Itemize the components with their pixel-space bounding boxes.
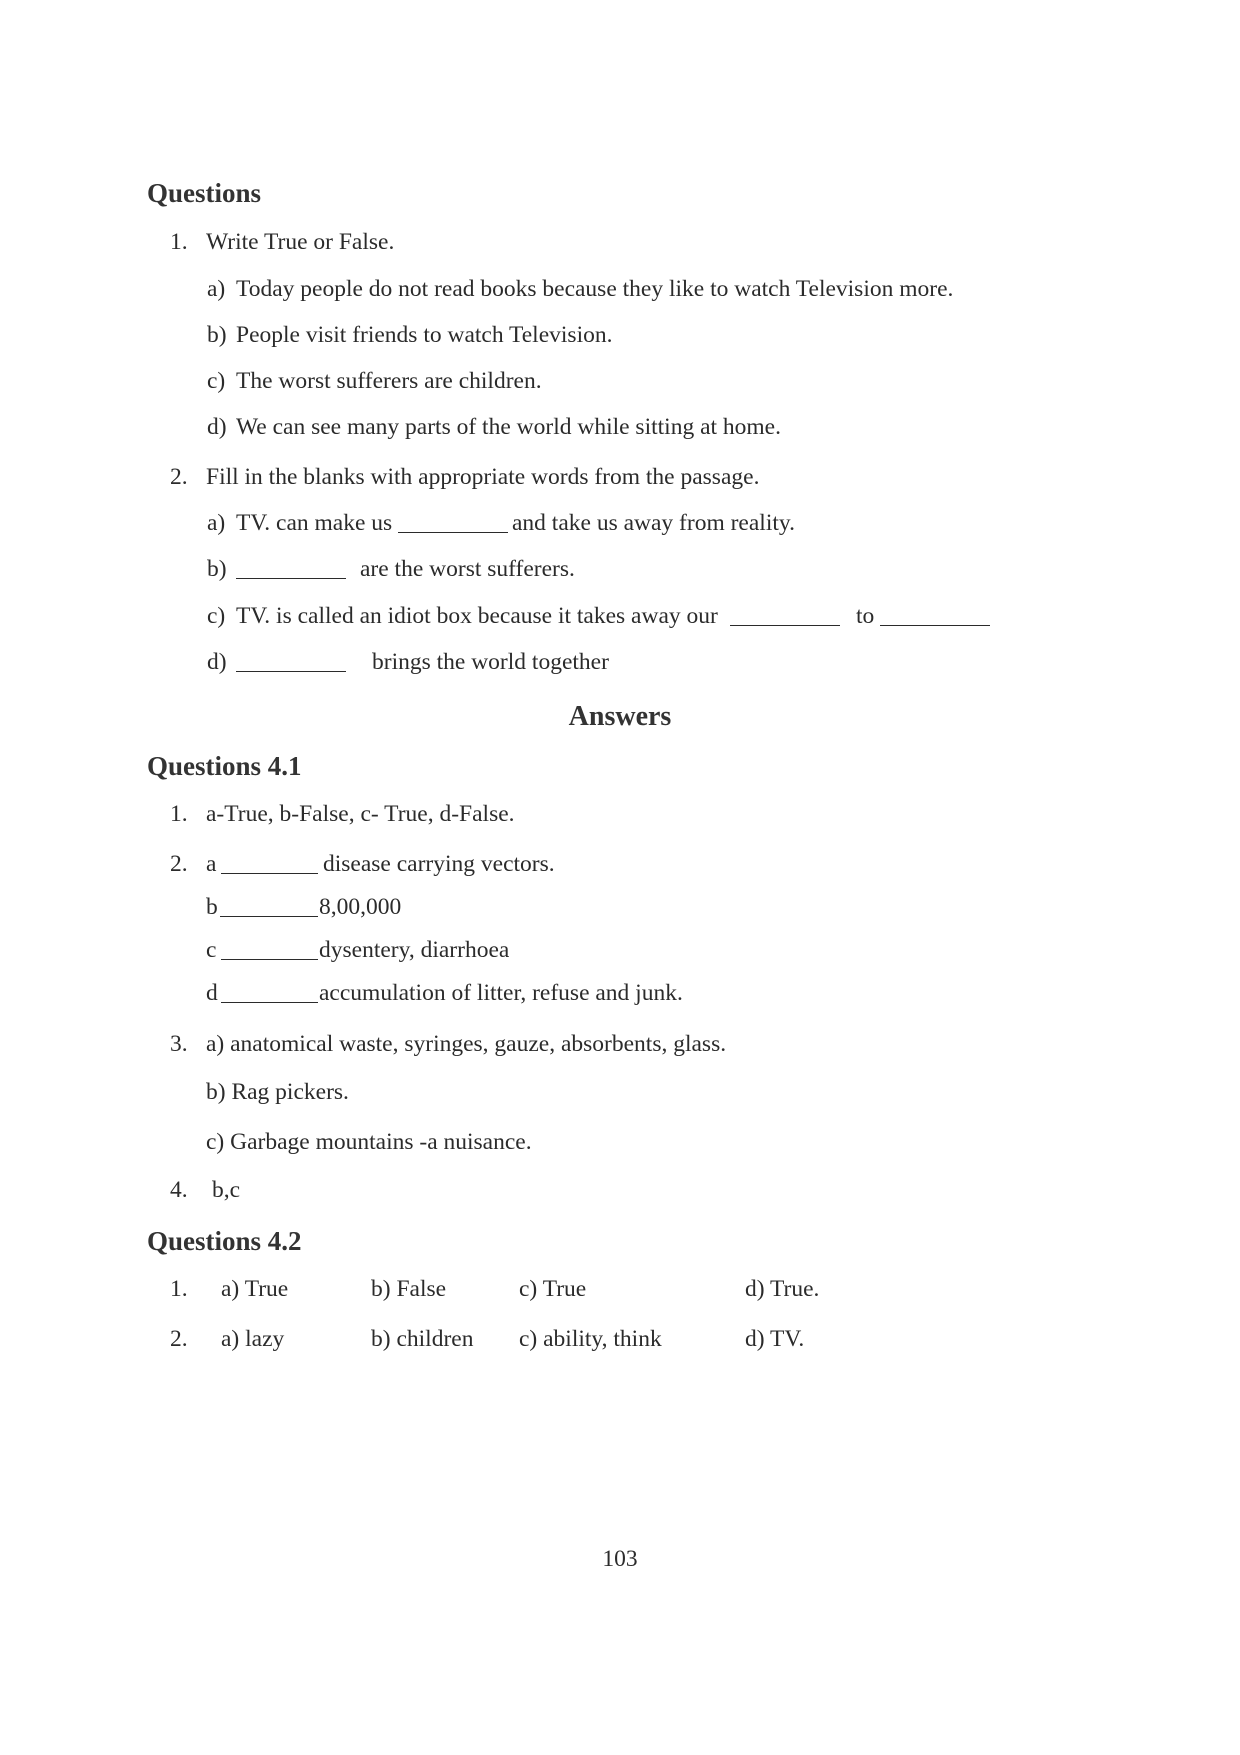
answer-2-item-a-label: a [206,851,217,877]
questions-heading: Questions [147,178,262,208]
answer-row-2-number: 2. [170,1326,188,1352]
answer-3-item-a: a) anatomical waste, syringes, gauze, absorbents, glass. [206,1031,727,1057]
question-1-number: 1. [170,229,188,255]
answer-1-text: a-True, b-False, c- True, d-False. [206,801,515,827]
answer-2-item-b-label: b [206,894,218,920]
q2-item-d-blank [236,651,346,672]
page-number: 103 [602,1546,638,1572]
q2-item-b-label: b) [207,556,227,582]
answer-2-item-b-blank [220,896,318,917]
q2-item-c-before: TV. is called an idiot box because it takes away our [236,603,718,629]
question-1-text: Write True or False. [206,229,395,255]
q2-item-b-blank [236,558,346,579]
answer-row-1-cell-c: c) True [519,1276,587,1302]
q1-item-d-label: d) [207,414,227,440]
q2-item-c-label: c) [207,603,226,629]
q2-item-a-label: a) [207,510,226,536]
answer-4-text: b,c [212,1177,241,1203]
answer-row-2-cell-c: c) ability, think [519,1326,662,1352]
answer-2-item-d-label: d [206,980,218,1006]
answer-3-number: 3. [170,1031,188,1057]
q2-item-b-after: are the worst sufferers. [360,556,575,582]
answer-1-number: 1. [170,801,188,827]
answer-2-number: 2. [170,851,188,877]
q2-item-c-middle: to [856,603,875,629]
answers-heading: Answers [568,701,672,732]
answer-row-2-cell-b: b) children [371,1326,474,1352]
answer-row-2-cell-a: a) lazy [221,1326,285,1352]
answer-2-item-a-text: disease carrying vectors. [323,851,555,877]
q2-item-d-after: brings the world together [372,649,609,675]
answer-4-number: 4. [170,1177,188,1203]
q2-item-a-blank [398,512,508,533]
q2-item-a-after: and take us away from reality. [512,510,795,536]
q2-item-c-blank-2 [880,605,990,626]
question-2-text: Fill in the blanks with appropriate words from the passage. [206,464,760,490]
q1-item-d-text: We can see many parts of the world while sitting at home. [236,414,781,440]
q2-item-d-label: d) [207,649,227,675]
answer-row-1-number: 1. [170,1276,188,1302]
answer-3-item-b: b) Rag pickers. [206,1079,349,1105]
q1-item-a-label: a) [207,276,226,302]
answer-2-item-d-text: accumulation of litter, refuse and junk. [319,980,683,1006]
answer-2-item-c-label: c [206,937,217,963]
answer-row-1-cell-a: a) True [221,1276,289,1302]
answer-2-item-a-blank [221,853,318,874]
answer-row-1-cell-b: b) False [371,1276,447,1302]
q1-item-c-text: The worst sufferers are children. [236,368,542,394]
q1-item-b-text: People visit friends to watch Television. [236,322,613,348]
q1-item-b-label: b) [207,322,227,348]
question-2-number: 2. [170,464,188,490]
q1-item-a-text: Today people do not read books because they like to watch Television more. [236,276,954,302]
answer-2-item-d-blank [221,982,318,1003]
answer-row-2-cell-d: d) TV. [745,1326,805,1352]
q1-item-c-label: c) [207,368,226,394]
section-4-1-heading: Questions 4.1 [147,751,302,781]
answer-3-item-c: c) Garbage mountains -a nuisance. [206,1129,532,1155]
answer-2-item-c-text: dysentery, diarrhoea [319,937,510,963]
q2-item-a-before: TV. can make us [236,510,393,536]
answer-2-item-c-blank [221,939,318,960]
answer-row-1-cell-d: d) True. [745,1276,820,1302]
answer-2-item-b-text: 8,00,000 [319,894,402,920]
q2-item-c-blank-1 [730,605,840,626]
section-4-2-heading: Questions 4.2 [147,1226,302,1256]
